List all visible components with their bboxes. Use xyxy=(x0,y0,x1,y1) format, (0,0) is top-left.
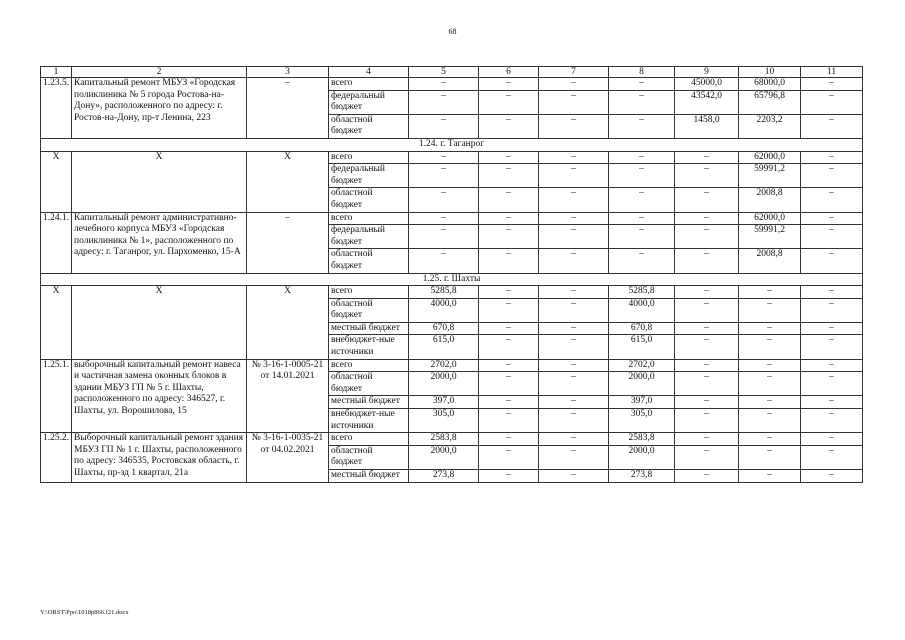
value-cell: – xyxy=(409,225,479,249)
value-cell: – xyxy=(675,359,739,372)
value-cell: – xyxy=(539,90,609,114)
value-cell: – xyxy=(609,212,675,225)
value-cell: 615,0 xyxy=(609,335,675,359)
value-cell: – xyxy=(479,470,539,483)
item-name: Выборочный капитальный ремонт здания МБУЗ ГП № 1 г. Шахты, расположенного по адресу: 346535, Ростовская область, г. Шахты, пр-зд 1 квартал, 21а xyxy=(72,433,247,482)
value-cell: 43542,0 xyxy=(675,90,739,114)
header-cell: 4 xyxy=(329,67,409,78)
value-cell: – xyxy=(479,164,539,188)
table-row xyxy=(41,359,863,372)
value-cell: 273,8 xyxy=(609,470,675,483)
value-cell: – xyxy=(675,298,739,322)
value-cell: 2203,2 xyxy=(739,114,801,138)
value-cell: – xyxy=(479,151,539,164)
value-cell: – xyxy=(539,372,609,396)
value-cell: – xyxy=(479,372,539,396)
value-cell: 2008,8 xyxy=(739,249,801,273)
item-document: – xyxy=(247,78,329,139)
value-cell: – xyxy=(609,188,675,212)
value-cell: – xyxy=(739,433,801,446)
item-code: Х xyxy=(41,286,72,360)
value-cell: 62000,0 xyxy=(739,212,801,225)
value-cell: 5285,8 xyxy=(409,286,479,299)
value-cell: – xyxy=(479,78,539,91)
source-label: всего xyxy=(329,212,409,225)
source-label: всего xyxy=(329,359,409,372)
value-cell: – xyxy=(409,164,479,188)
value-cell: 615,0 xyxy=(409,335,479,359)
value-cell: 1458,0 xyxy=(675,114,739,138)
value-cell: 59991,2 xyxy=(739,225,801,249)
item-code: Х xyxy=(41,151,72,212)
value-cell: – xyxy=(739,372,801,396)
value-cell: – xyxy=(675,249,739,273)
item-document: № 3-16-1-0005-21 от 14.01.2021 xyxy=(247,359,329,433)
value-cell: – xyxy=(801,470,863,483)
value-cell: – xyxy=(801,396,863,409)
value-cell: – xyxy=(479,322,539,335)
section-title: 1.25. г. Шахты xyxy=(41,273,863,286)
item-document: – xyxy=(247,212,329,273)
value-cell: – xyxy=(739,298,801,322)
header-cell: 5 xyxy=(409,67,479,78)
value-cell: – xyxy=(409,114,479,138)
value-cell: – xyxy=(801,322,863,335)
source-label: местный бюджет xyxy=(329,322,409,335)
value-cell: – xyxy=(675,322,739,335)
source-label: всего xyxy=(329,286,409,299)
value-cell: – xyxy=(675,151,739,164)
value-cell: – xyxy=(675,225,739,249)
value-cell: – xyxy=(539,298,609,322)
value-cell: – xyxy=(801,372,863,396)
value-cell: 2000,0 xyxy=(609,372,675,396)
value-cell: 4000,0 xyxy=(609,298,675,322)
value-cell: – xyxy=(479,90,539,114)
value-cell: – xyxy=(801,151,863,164)
value-cell: – xyxy=(609,114,675,138)
value-cell: – xyxy=(539,114,609,138)
source-label: областной бюджет xyxy=(329,445,409,469)
source-label: областной бюджет xyxy=(329,372,409,396)
value-cell: – xyxy=(479,286,539,299)
value-cell: – xyxy=(801,164,863,188)
value-cell: 59991,2 xyxy=(739,164,801,188)
value-cell: – xyxy=(801,298,863,322)
value-cell: – xyxy=(539,445,609,469)
value-cell: – xyxy=(739,335,801,359)
item-code: 1.23.5. xyxy=(41,78,72,139)
table-row xyxy=(41,433,863,446)
value-cell: 305,0 xyxy=(609,409,675,433)
value-cell: 2008,8 xyxy=(739,188,801,212)
value-cell: – xyxy=(609,78,675,91)
source-label: внебюджет-ные источники xyxy=(329,409,409,433)
table-header xyxy=(41,67,863,78)
budget-table xyxy=(40,66,863,483)
value-cell: 68000,0 xyxy=(739,78,801,91)
value-cell: – xyxy=(539,433,609,446)
value-cell: – xyxy=(479,433,539,446)
value-cell: 45000,0 xyxy=(675,78,739,91)
value-cell: – xyxy=(479,445,539,469)
item-code: 1.25.1. xyxy=(41,359,72,433)
section-title: 1.24. г. Таганрог xyxy=(41,138,863,151)
value-cell: – xyxy=(801,286,863,299)
value-cell: 397,0 xyxy=(409,396,479,409)
header-cell: 2 xyxy=(72,67,247,78)
value-cell: – xyxy=(539,164,609,188)
value-cell: – xyxy=(479,298,539,322)
value-cell: 397,0 xyxy=(609,396,675,409)
page-number: 68 xyxy=(448,27,457,36)
value-cell: – xyxy=(675,164,739,188)
value-cell: – xyxy=(739,286,801,299)
item-code: 1.25.2. xyxy=(41,433,72,482)
value-cell: – xyxy=(675,409,739,433)
value-cell: 2583,8 xyxy=(409,433,479,446)
value-cell: 2583,8 xyxy=(609,433,675,446)
item-name: Капитальный ремонт административно-лечебного корпуса МБУЗ «Городская поликлиника № 1», расположенного по адресу: г. Таганрог, ул. Пархоменко, 15-А xyxy=(72,212,247,273)
footer-path: Y:\ORST\Ppo\1018p866.f21.docx xyxy=(40,609,129,616)
header-cell: 7 xyxy=(539,67,609,78)
value-cell: – xyxy=(409,212,479,225)
value-cell: – xyxy=(675,372,739,396)
value-cell: 4000,0 xyxy=(409,298,479,322)
value-cell: – xyxy=(479,396,539,409)
value-cell: – xyxy=(409,188,479,212)
value-cell: – xyxy=(739,409,801,433)
source-label: местный бюджет xyxy=(329,396,409,409)
item-document: Х xyxy=(247,286,329,360)
value-cell: – xyxy=(675,470,739,483)
value-cell: – xyxy=(739,396,801,409)
value-cell: – xyxy=(739,470,801,483)
value-cell: 670,8 xyxy=(409,322,479,335)
value-cell: – xyxy=(801,225,863,249)
value-cell: – xyxy=(409,78,479,91)
value-cell: – xyxy=(539,78,609,91)
header-cell: 11 xyxy=(801,67,863,78)
value-cell: 65796,8 xyxy=(739,90,801,114)
header-cell: 6 xyxy=(479,67,539,78)
source-label: областной бюджет xyxy=(329,298,409,322)
value-cell: 2000,0 xyxy=(609,445,675,469)
value-cell: – xyxy=(675,188,739,212)
item-name: Х xyxy=(72,286,247,360)
value-cell: – xyxy=(675,445,739,469)
header-cell: 3 xyxy=(247,67,329,78)
item-name: Капитальный ремонт МБУЗ «Городская поликлиника № 5 города Ростова-на-Дону», расположенного по адресу: г. Ростов-на-Дону, пр-т Ленина, 223 xyxy=(72,78,247,139)
value-cell: – xyxy=(801,433,863,446)
value-cell: – xyxy=(409,90,479,114)
source-label: всего xyxy=(329,78,409,91)
value-cell: – xyxy=(479,249,539,273)
item-name: Х xyxy=(72,151,247,212)
value-cell: – xyxy=(539,470,609,483)
value-cell: – xyxy=(801,188,863,212)
header-cell: 8 xyxy=(609,67,675,78)
value-cell: – xyxy=(675,396,739,409)
header-cell: 10 xyxy=(739,67,801,78)
value-cell: 2000,0 xyxy=(409,445,479,469)
value-cell: – xyxy=(539,409,609,433)
value-cell: – xyxy=(675,212,739,225)
value-cell: – xyxy=(479,409,539,433)
item-code: 1.24.1. xyxy=(41,212,72,273)
value-cell: – xyxy=(539,322,609,335)
value-cell: – xyxy=(539,212,609,225)
value-cell: – xyxy=(675,286,739,299)
value-cell: – xyxy=(801,335,863,359)
header-cell: 9 xyxy=(675,67,739,78)
value-cell: – xyxy=(739,322,801,335)
section-row xyxy=(41,138,863,151)
value-cell: – xyxy=(479,212,539,225)
table-row xyxy=(41,151,863,164)
item-document: Х xyxy=(247,151,329,212)
value-cell: 2702,0 xyxy=(609,359,675,372)
value-cell: – xyxy=(539,151,609,164)
value-cell: – xyxy=(739,445,801,469)
value-cell: – xyxy=(609,164,675,188)
value-cell: 2702,0 xyxy=(409,359,479,372)
value-cell: – xyxy=(739,359,801,372)
item-name: выборочный капитальный ремонт навеса и частичная замена оконных блоков в здании МБУЗ ГП № 5 г. Шахты, расположенного по адресу: 346527, г. Шахты, ул. Ворошилова, 15 xyxy=(72,359,247,433)
value-cell: – xyxy=(801,90,863,114)
source-label: областной бюджет xyxy=(329,114,409,138)
value-cell: – xyxy=(609,90,675,114)
value-cell: – xyxy=(801,212,863,225)
table-row xyxy=(41,286,863,299)
value-cell: – xyxy=(479,114,539,138)
source-label: внебюджет-ные источники xyxy=(329,335,409,359)
source-label: федеральный бюджет xyxy=(329,164,409,188)
value-cell: – xyxy=(609,151,675,164)
source-label: областной бюджет xyxy=(329,249,409,273)
value-cell: 305,0 xyxy=(409,409,479,433)
value-cell: – xyxy=(801,114,863,138)
source-label: федеральный бюджет xyxy=(329,90,409,114)
value-cell: – xyxy=(675,335,739,359)
value-cell: – xyxy=(409,249,479,273)
value-cell: – xyxy=(539,188,609,212)
value-cell: – xyxy=(801,445,863,469)
item-document: № 3-16-1-0035-21 от 04.02.2021 xyxy=(247,433,329,482)
value-cell: 670,8 xyxy=(609,322,675,335)
value-cell: 5285,8 xyxy=(609,286,675,299)
value-cell: – xyxy=(479,359,539,372)
value-cell: – xyxy=(801,409,863,433)
value-cell: – xyxy=(539,335,609,359)
value-cell: – xyxy=(609,249,675,273)
table-row xyxy=(41,212,863,225)
value-cell: – xyxy=(539,286,609,299)
value-cell: 2000,0 xyxy=(409,372,479,396)
value-cell: 273,8 xyxy=(409,470,479,483)
source-label: всего xyxy=(329,151,409,164)
value-cell: – xyxy=(479,188,539,212)
source-label: областной бюджет xyxy=(329,188,409,212)
value-cell: – xyxy=(609,225,675,249)
source-label: федеральный бюджет xyxy=(329,225,409,249)
value-cell: – xyxy=(801,78,863,91)
value-cell: – xyxy=(409,151,479,164)
value-cell: – xyxy=(801,359,863,372)
value-cell: 62000,0 xyxy=(739,151,801,164)
value-cell: – xyxy=(539,359,609,372)
value-cell: – xyxy=(479,335,539,359)
value-cell: – xyxy=(539,396,609,409)
value-cell: – xyxy=(675,433,739,446)
value-cell: – xyxy=(539,225,609,249)
value-cell: – xyxy=(801,249,863,273)
value-cell: – xyxy=(479,225,539,249)
header-cell: 1 xyxy=(41,67,72,78)
section-row xyxy=(41,273,863,286)
source-label: местный бюджет xyxy=(329,470,409,483)
source-label: всего xyxy=(329,433,409,446)
table-row xyxy=(41,78,863,91)
value-cell: – xyxy=(539,249,609,273)
